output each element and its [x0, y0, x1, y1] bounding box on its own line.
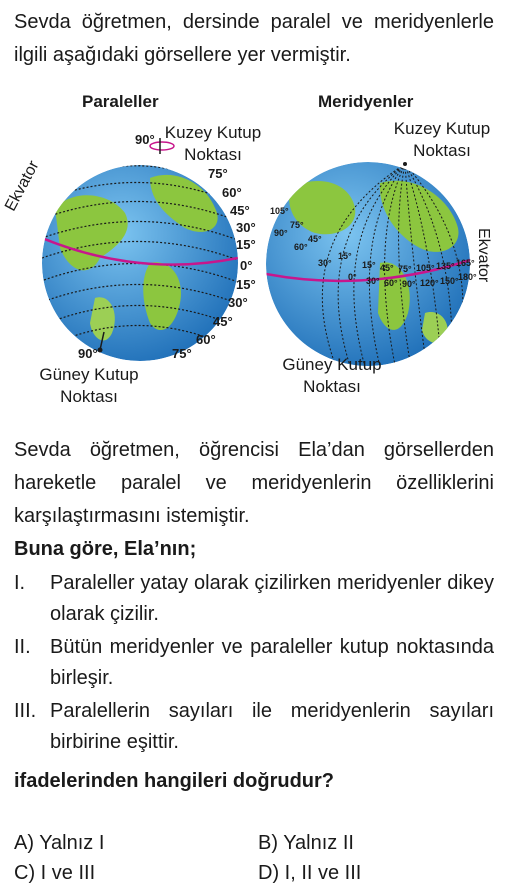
south-pole-label-left: Güney Kutup Noktası — [39, 365, 139, 406]
lon-e-180: 180° — [458, 272, 477, 282]
lat-30n: 30° — [236, 220, 256, 235]
statement-number: I. — [14, 572, 26, 594]
lon-w-45: 45° — [308, 234, 322, 244]
lon-e-30: 30° — [366, 276, 380, 286]
lon-e-75: 75° — [398, 264, 412, 274]
lon-w-90: 90° — [274, 228, 288, 238]
question-lead: Buna göre, Ela’nın; — [14, 538, 197, 560]
equator-label-right: Ekvator — [475, 228, 492, 283]
lat-60n: 60° — [222, 185, 242, 200]
right-globe-title: Meridyenler — [318, 92, 414, 111]
north-pole-label-right: Kuzey Kutup Noktası — [393, 119, 491, 160]
north-pole-label-left: Kuzey Kutup Noktası — [164, 123, 262, 164]
lon-w-60: 60° — [294, 242, 308, 252]
statements-list — [14, 568, 494, 760]
option-b[interactable]: B) Yalnız II — [258, 832, 354, 854]
lon-w-15: 15° — [338, 251, 352, 261]
lon-e-0: 0° — [348, 272, 357, 282]
equator-label-left: Ekvator — [2, 158, 43, 214]
lon-e-45: 45° — [380, 263, 394, 273]
question-text: ifadelerinden hangileri doğrudur? — [14, 770, 335, 792]
lat-60s: 60° — [196, 332, 216, 347]
statement-1 — [14, 568, 494, 630]
left-globe-title: Paraleller — [82, 92, 159, 111]
north-90-label: 90° — [135, 132, 155, 147]
lon-e-165: 165° — [456, 258, 475, 268]
lat-75s: 75° — [172, 346, 192, 361]
option-c[interactable]: C) I ve III — [14, 862, 96, 884]
intro-text: Sevda öğretmen, dersinde paralel ve meridyenlerle ilgili aşağıdaki görsellere yer vermiştir. — [14, 11, 494, 66]
statement-number: III. — [14, 700, 37, 722]
lon-e-90: 90° — [402, 279, 416, 289]
lon-e-15: 15° — [362, 260, 376, 270]
statement-text: Bütün meridyenler ve paraleller kutup noktasında birleşir. — [50, 636, 494, 689]
lat-45s: 45° — [213, 314, 233, 329]
lat-15s: 15° — [236, 277, 256, 292]
statement-text: Paralellerin sayıları ile meridyenlerin sayıları birbirine eşittir. — [50, 700, 494, 753]
option-a[interactable]: A) Yalnız I — [14, 832, 105, 854]
lon-w-75: 75° — [290, 220, 304, 230]
lat-75n: 75° — [208, 166, 228, 181]
lat-45n: 45° — [230, 203, 250, 218]
lat-0: 0° — [240, 258, 253, 273]
lon-e-105: 105° — [416, 263, 435, 273]
lon-e-150: 150° — [440, 276, 459, 286]
lon-e-135: 135° — [436, 261, 455, 271]
lon-w-105: 105° — [270, 206, 289, 216]
lon-e-60: 60° — [384, 278, 398, 288]
lat-15n: 15° — [236, 237, 256, 252]
lat-30s: 30° — [228, 295, 248, 310]
globes-figure — [0, 88, 508, 418]
statement-text: Paraleller yatay olarak çizilirken meridyenler dikey olarak çizilir. — [50, 572, 494, 625]
lon-e-120: 120° — [420, 278, 439, 288]
lon-w-30: 30° — [318, 258, 332, 268]
statement-2 — [14, 632, 494, 694]
paragraph-2: Sevda öğretmen, öğrencisi Ela’dan görsellerden hareketle paralel ve meridyenlerin özelliklerini karşılaştırmasını istemiştir. — [14, 439, 494, 527]
option-d[interactable]: D) I, II ve III — [258, 862, 362, 884]
south-pole-label-right: Güney Kutup Noktası — [282, 355, 382, 396]
south-90-label: 90° — [78, 346, 98, 361]
statement-3 — [14, 696, 494, 758]
statement-number: II. — [14, 636, 31, 658]
